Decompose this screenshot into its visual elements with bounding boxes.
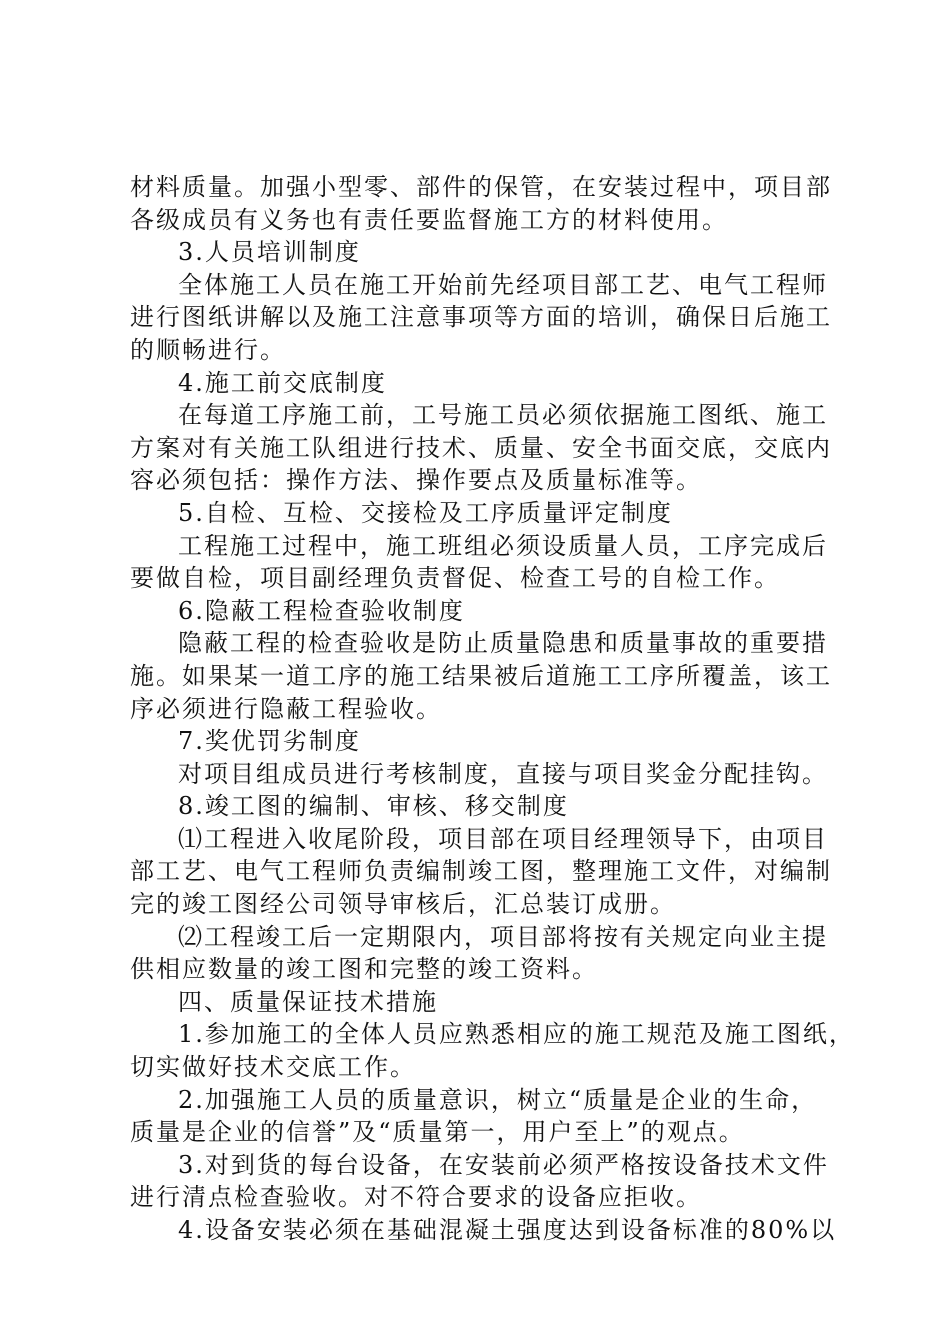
text-line: ⑵工程竣工后一定期限内，项目部将按有关规定向业主提 <box>178 922 828 951</box>
section-heading-self-inspection <box>130 497 830 530</box>
text-line: 要做自检，项目副经理负责督促、检查工号的自检工作。 <box>130 564 780 593</box>
text-line: 切实做好技术交底工作。 <box>130 1053 416 1082</box>
paragraph-measure-3 <box>130 1149 830 1214</box>
text-line: 对项目组成员进行考核制度，直接与项目奖金分配挂钩。 <box>178 759 828 788</box>
heading-line: 3.人员培训制度 <box>178 238 361 267</box>
text-line: 工程施工过程中，施工班组必须设质量人员，工序完成后 <box>178 531 828 560</box>
heading-line: 5.自检、互检、交接检及工序质量评定制度 <box>178 498 673 527</box>
text-line: 进行清点检查验收。对不符合要求的设备应拒收。 <box>130 1183 702 1212</box>
section-heading-rewards <box>130 725 830 758</box>
paragraph-measure-4 <box>130 1214 837 1247</box>
paragraph-as-built-1 <box>130 823 830 921</box>
heading-line: 6.隐蔽工程检查验收制度 <box>178 596 465 625</box>
text-line: 各级成员有义务也有责任要监督施工方的材料使用。 <box>130 205 728 234</box>
section-heading-quality-measures <box>130 986 830 1019</box>
text-line: 部工艺、电气工程师负责编制竣工图，整理施工文件，对编制 <box>130 857 832 886</box>
text-line: 施。如果某一道工序的施工结果被后道施工工序所覆盖，该工 <box>130 661 832 690</box>
text-line: 4.设备安装必须在基础混凝土强度达到设备标准的80%以 <box>178 1216 837 1244</box>
text-line: ⑴工程进入收尾阶段，项目部在项目经理领导下，由项目 <box>178 824 828 853</box>
section-heading-training <box>130 236 830 269</box>
text-line: 的顺畅进行。 <box>130 335 286 364</box>
text-line: 方案对有关施工队组进行技术、质量、安全书面交底，交底内 <box>130 433 832 462</box>
text-line: 2.加强施工人员的质量意识，树立“质量是企业的生命， <box>178 1085 818 1114</box>
text-line: 进行图纸讲解以及施工注意事项等方面的培训，确保日后施工 <box>130 303 832 332</box>
paragraph-self-inspection <box>130 530 830 595</box>
paragraph-measure-1 <box>130 1018 855 1083</box>
text-line: 在每道工序施工前，工号施工员必须依据施工图纸、施工 <box>178 401 828 430</box>
paragraph-as-built-2 <box>130 921 830 986</box>
text-line: 3.对到货的每台设备，在安装前必须严格按设备技术文件 <box>178 1150 829 1179</box>
text-line: 隐蔽工程的检查验收是防止质量隐患和质量事故的重要措 <box>178 629 828 658</box>
heading-line: 7.奖优罚劣制度 <box>178 727 361 756</box>
section-heading-concealed-works <box>130 595 830 628</box>
heading-line: 四、质量保证技术措施 <box>178 987 438 1016</box>
heading-line: 4.施工前交底制度 <box>178 368 387 397</box>
text-line: 1.参加施工的全体人员应熟悉相应的施工规范及施工图纸， <box>178 1020 855 1049</box>
paragraph-rewards <box>130 758 830 791</box>
paragraph-measure-2 <box>130 1084 830 1149</box>
document-body <box>130 171 855 1247</box>
text-line: 材料质量。加强小型零、部件的保管，在安装过程中，项目部 <box>130 173 832 201</box>
section-heading-as-built-drawings <box>130 790 830 823</box>
paragraph-training <box>130 269 830 367</box>
paragraph-material-quality <box>130 171 830 236</box>
text-line: 供相应数量的竣工图和完整的竣工资料。 <box>130 955 598 984</box>
section-heading-handover <box>130 367 830 400</box>
heading-line: 8.竣工图的编制、审核、移交制度 <box>178 792 569 821</box>
text-line: 完的竣工图经公司领导审核后，汇总装订成册。 <box>130 890 676 919</box>
text-line: 容必须包括：操作方法、操作要点及质量标准等。 <box>130 466 702 495</box>
paragraph-concealed-works <box>130 627 830 725</box>
paragraph-handover <box>130 399 830 497</box>
text-line: 质量是企业的信誉”及“质量第一，用户至上”的观点。 <box>130 1118 745 1147</box>
text-line: 全体施工人员在施工开始前先经项目部工艺、电气工程师 <box>178 270 828 299</box>
text-line: 序必须进行隐蔽工程验收。 <box>130 694 442 723</box>
